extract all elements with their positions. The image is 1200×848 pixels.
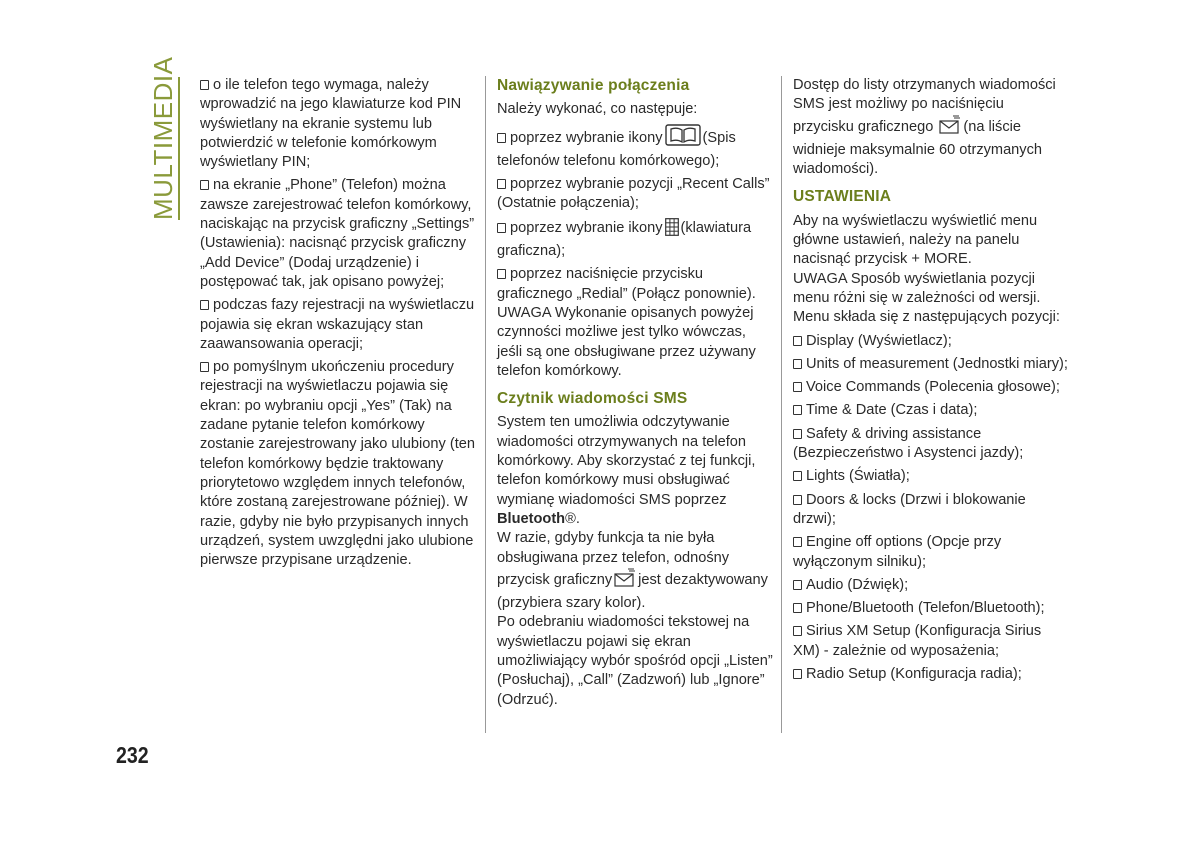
sms-paragraph-1: System ten umożliwia odczytywanie wiadomości otrzymywanych na telefon komórkowy. Aby skorzystać z tej funkcji, telefon komórkowy musi obsługiwać wymianę wiadomości SMS poprzez Bluetooth®. [497, 414, 756, 527]
column-1 [200, 76, 480, 574]
list-item: poprzez wybranie pozycji „Recent Calls” (Ostatnie połączenia); [497, 176, 770, 212]
checkbox-bullet-icon [793, 669, 802, 679]
sms-envelope-icon [614, 568, 636, 594]
phonebook-icon [665, 124, 701, 152]
column-2 [497, 76, 775, 710]
checkbox-bullet-icon [793, 537, 802, 547]
list-item: Phone/Bluetooth (Telefon/Bluetooth); [793, 599, 1068, 618]
list-item: Audio (Dźwięk); [793, 576, 1068, 595]
menu-intro: Menu składa się z następujących pozycji: [793, 309, 1060, 326]
list-item: podczas fazy rejestracji na wyświetlaczu pojawia się ekran wskazujący stan zaawansowania operacji; [200, 297, 475, 352]
list-item: o ile telefon tego wymaga, należy wprowadzić na jego klawiaturze kod PIN wyświetlany na ekranie systemu lub potwierdzić w telefonie komórkowym wyświetlany PIN; [200, 77, 462, 171]
section-label-text: MULTIMEDIA [148, 56, 178, 220]
list-item: Time & Date (Czas i data); [793, 401, 1068, 420]
list-item: Radio Setup (Konfiguracja radia); [793, 665, 1068, 684]
checkbox-bullet-icon [793, 359, 802, 369]
heading-sms: Czytnik wiadomości SMS [497, 390, 688, 408]
bluetooth-bold: Bluetooth [497, 510, 566, 527]
sms-paragraph-3: Po odebraniu wiadomości tekstowej na wyświetlaczu pojawi się ekran umożliwiający wybór spośród opcji „Listen” (Posłuchaj), „Call” (Zadzwoń) lub „Ignore” (Odrzuć). [497, 614, 773, 708]
checkbox-bullet-icon [200, 180, 209, 190]
list-item: poprzez wybranie ikony (Spis telefonów telefonu komórkowego); [497, 124, 775, 172]
checkbox-bullet-icon [497, 269, 506, 279]
note-text: UWAGA Sposób wyświetlania pozycji menu różni się w zależności od wersji. [793, 270, 1041, 306]
settings-paragraph: Aby na wyświetlaczu wyświetlić menu główne ustawień, należy na panelu nacisnąć przycisk + MORE. [793, 212, 1038, 268]
checkbox-bullet-icon [793, 580, 802, 590]
section-label [148, 56, 178, 220]
checkbox-bullet-icon [793, 626, 802, 636]
list-item: Lights (Światła); [793, 467, 1068, 486]
list-item: Display (Wyświetlacz); [793, 332, 1068, 351]
list-item: poprzez naciśnięcie przycisku graficznego „Redial” (Połącz ponownie). [497, 266, 756, 302]
checkbox-bullet-icon [497, 179, 506, 189]
list-item: poprzez wybranie ikony (klawiatura graficzna); [497, 219, 752, 260]
list-item: Units of measurement (Jednostki miary); [793, 355, 1068, 374]
checkbox-bullet-icon [497, 133, 506, 143]
intro-text: Należy wykonać, co następuje: [497, 101, 698, 118]
checkbox-bullet-icon [793, 429, 802, 439]
checkbox-bullet-icon [200, 300, 209, 310]
heading-settings: USTAWIENIA [793, 188, 892, 206]
sms-envelope-icon [939, 115, 961, 141]
sms-list-paragraph: Dostęp do listy otrzymanych wiadomości SMS jest możliwy po naciśnięciu przycisku graficznego (na liście widnieje maksymalnie 60 otrzymanych wiadomości). [793, 77, 1056, 178]
checkbox-bullet-icon [793, 382, 802, 392]
column-divider [781, 76, 782, 733]
page-number: 232 [116, 742, 149, 768]
heading-call: Nawiązywanie połączenia [497, 77, 690, 94]
checkbox-bullet-icon [793, 336, 802, 346]
checkbox-bullet-icon [793, 495, 802, 505]
section-rule [178, 77, 180, 220]
checkbox-bullet-icon [793, 471, 802, 481]
checkbox-bullet-icon [497, 223, 506, 233]
list-item: Doors & locks (Drzwi i blokowanie drzwi); [793, 491, 1026, 527]
list-item: Safety & driving assistance (Bezpieczeństwo i Asystenci jazdy); [793, 425, 1024, 462]
keypad-icon [665, 218, 679, 242]
column-3 [793, 76, 1068, 688]
sms-paragraph-2: W razie, gdyby funkcja ta nie była obsługiwana przez telefon, odnośny przycisk graficzny jest dezaktywowany (przybiera szary kolor). [497, 530, 768, 612]
list-item: po pomyślnym ukończeniu procedury rejestracji na wyświetlaczu pojawia się ekran: po wybraniu opcji „Yes” (Tak) na zadane pytanie telefon komórkowy zostanie zarejestrowany jako ulubiony (ten telefon komórkowy będzie traktowany priorytetowo względem innych telefonów, które zostaną zarejestrowane później). W razie, gdyby nie było przypisanych innych urządzeń, system uwzględni jako ulubione pierwsze przypisane urządzenie. [200, 359, 476, 569]
note-text: UWAGA Wykonanie opisanych powyżej czynności możliwe jest tylko wówczas, jeśli są one obsługiwane przez używany telefon komórkowy. [497, 304, 756, 379]
list-item: Engine off options (Opcje przy wyłączonym silniku); [793, 534, 1002, 570]
list-item: Sirius XM Setup (Konfiguracja Sirius XM) - zależnie od wyposażenia; [793, 623, 1042, 659]
checkbox-bullet-icon [793, 405, 802, 415]
checkbox-bullet-icon [200, 80, 209, 90]
checkbox-bullet-icon [793, 603, 802, 613]
checkbox-bullet-icon [200, 362, 209, 372]
list-item: Voice Commands (Polecenia głosowe); [793, 378, 1068, 397]
list-item: na ekranie „Phone” (Telefon) można zawsze zarejestrować telefon komórkowy, naciskając na przycisk graficzny „Settings” (Ustawienia): nacisnąć przycisk graficzny „Add Device” (Dodaj urządzenie) i postępować tak, jak opisano powyżej; [200, 177, 475, 290]
column-divider [485, 76, 486, 733]
